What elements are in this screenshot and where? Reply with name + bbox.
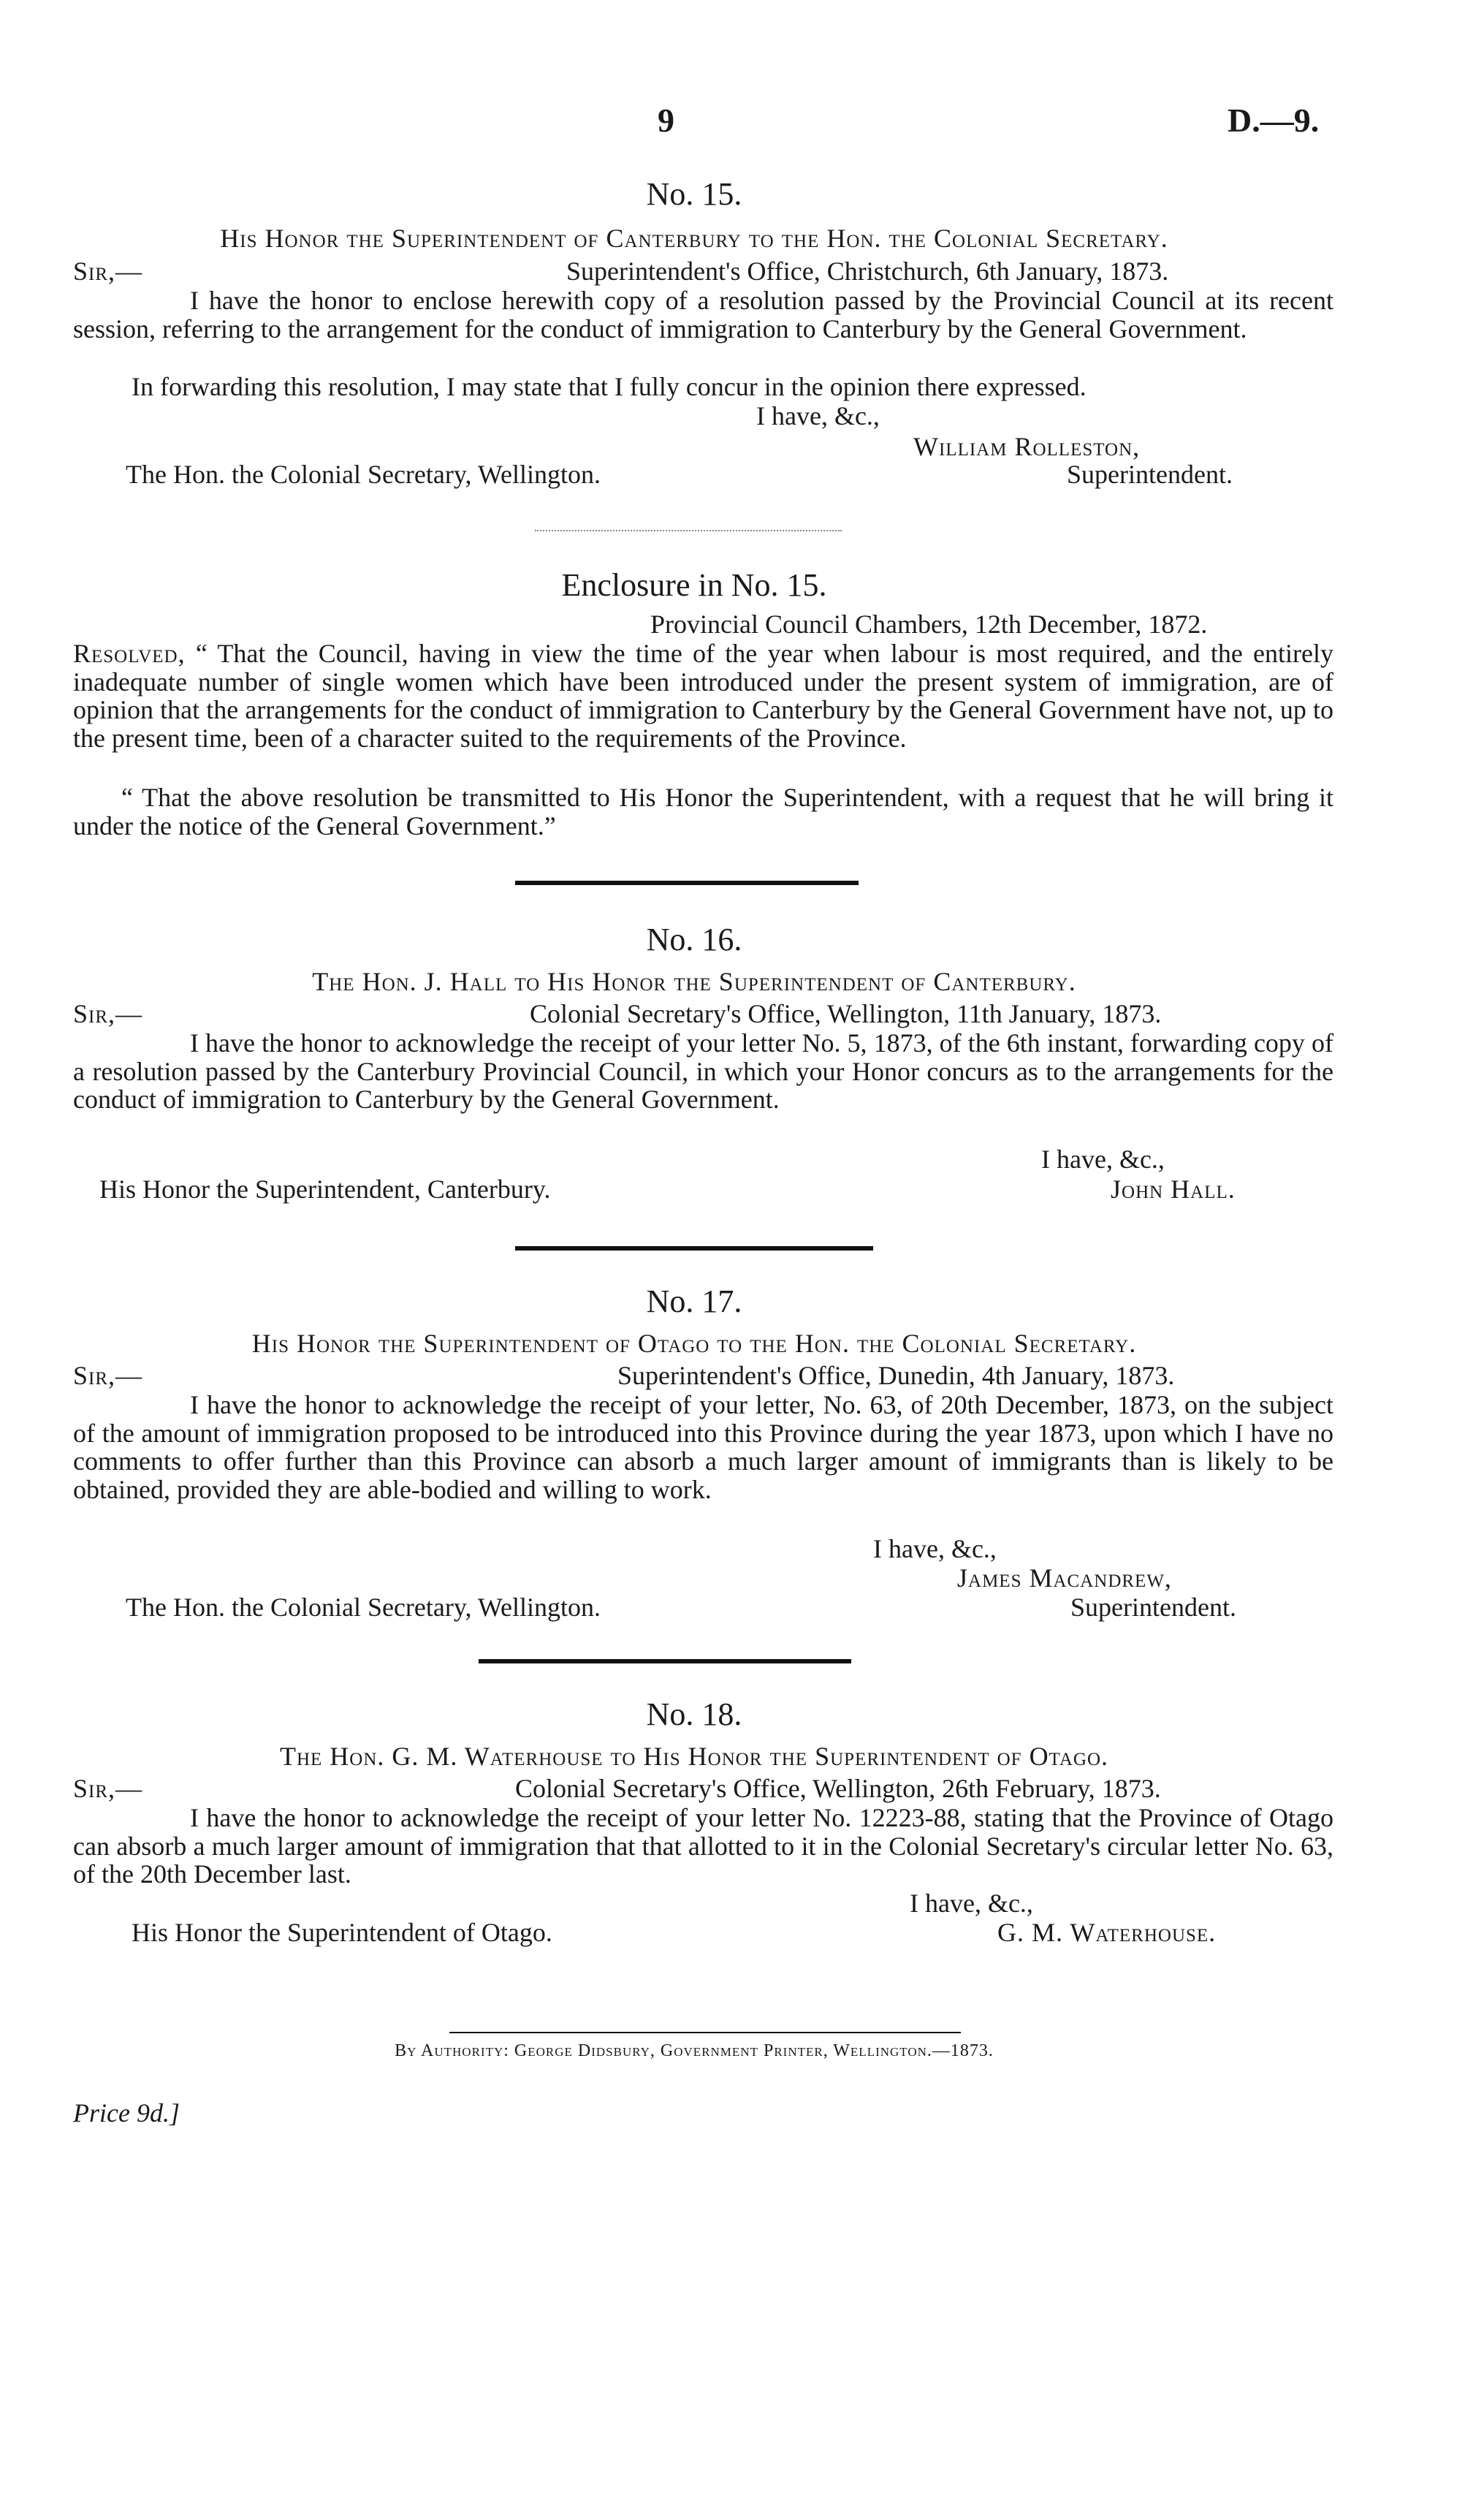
section-18-dateline: Colonial Secretary's Office, Wellington, 26th February, 1873. xyxy=(515,1774,1161,1803)
section-15-dateline: Superintendent's Office, Christchurch, 6th January, 1873. xyxy=(566,257,1169,286)
enclosure-15-heading: Enclosure in No. 15. xyxy=(561,567,827,603)
section-16-heading: No. 16. xyxy=(646,922,742,957)
resolved-label: Resolved, xyxy=(73,639,186,668)
section-16-signatory: John Hall. xyxy=(1111,1175,1236,1204)
section-18-signatory: G. M. Waterhouse. xyxy=(997,1918,1217,1947)
footer-rule xyxy=(449,2032,961,2033)
section-16-addressee: His Honor the Superintendent, Canterbury. xyxy=(99,1175,551,1204)
section-17-addressee: The Hon. the Colonial Secretary, Wellington. xyxy=(126,1593,601,1622)
section-15-paragraph-1: I have the honor to enclose herewith copy of a resolution passed by the Provincial Council at its recent session, referring to the arrangement for the conduct of immigration to Canterbury by the General Government. xyxy=(73,286,1333,344)
enclosure-15-paragraph-2: “ That the above resolution be transmitted to His Honor the Superintendent, with a request that he will bring it under the notice of the General Government.” xyxy=(73,783,1333,841)
section-17-signatory-title: Superintendent. xyxy=(1070,1593,1236,1622)
page-number: 9 xyxy=(658,102,674,139)
section-16-closing: I have, &c., xyxy=(1041,1145,1165,1174)
section-18-salutation: Sir,— xyxy=(73,1774,143,1803)
section-15-addressee: The Hon. the Colonial Secretary, Wellington. xyxy=(126,460,601,489)
section-18-heading: No. 18. xyxy=(646,1696,742,1732)
section-17-parties: His Honor the Superintendent of Otago to the Hon. the Colonial Secretary. xyxy=(251,1329,1137,1358)
document-reference: D.—9. xyxy=(1228,102,1320,139)
separator-rule xyxy=(515,1246,873,1251)
section-15-parties: His Honor the Superintendent of Canterbury to the Hon. the Colonial Secretary. xyxy=(220,224,1168,253)
enclosure-15-paragraph-1 xyxy=(73,640,1333,752)
section-18-closing: I have, &c., xyxy=(910,1889,1033,1918)
section-15-closing: I have, &c., xyxy=(756,401,880,430)
section-17-closing: I have, &c., xyxy=(873,1534,997,1563)
section-15-paragraph-2: In forwarding this resolution, I may state that I fully concur in the opinion there expressed. xyxy=(132,372,1087,401)
separator-rule xyxy=(479,1659,851,1663)
section-16-salutation: Sir,— xyxy=(73,999,143,1028)
section-17-signatory: James Macandrew, xyxy=(957,1563,1172,1593)
section-15-salutation: Sir,— xyxy=(73,257,143,286)
footer-imprint: By Authority: George Didsbury, Government Printer, Wellington.—1873. xyxy=(395,2041,994,2060)
section-18-addressee: His Honor the Superintendent of Otago. xyxy=(132,1918,552,1947)
section-17-heading: No. 17. xyxy=(646,1283,742,1319)
footer-price: Price 9d.] xyxy=(73,2098,180,2128)
section-15-heading: No. 15. xyxy=(646,176,742,212)
section-18-parties: The Hon. G. M. Waterhouse to His Honor the Superintendent of Otago. xyxy=(279,1742,1109,1771)
section-15-signatory: William Rolleston, xyxy=(913,432,1141,461)
section-17-salutation: Sir,— xyxy=(73,1361,143,1390)
section-17-paragraph-1: I have the honor to acknowledge the receipt of your letter, No. 63, of 20th December, 1873, on the subject of the amount of immigration proposed to be introduced into this Province during the year 1873, upon which I have no comments to offer further than this Province can absorb a much larger amount of immigrants than is likely to be obtained, provided they are able-bodied and willing to work. xyxy=(73,1390,1333,1504)
section-18-paragraph-1: I have the honor to acknowledge the receipt of your letter No. 12223-88, stating that the Province of Otago can absorb a much larger amount of immigration that that allotted to it in the Colonial Secretary's circular letter No. 63, of the 20th December last. xyxy=(73,1803,1333,1889)
enclosure-15-resolution-text: “ That the Council, having in view the time of the year when labour is most required, and the entirely inadequate number of single women which have been introduced under the present system of immigration, are of opinion that the arrangements for the conduct of immigration to Canterbury by the General Government have not, up to the present time, been of a character suited to the requirements of the Province. xyxy=(73,639,1334,753)
separator-dotted xyxy=(535,530,842,531)
section-15-signatory-title: Superintendent. xyxy=(1067,460,1233,489)
enclosure-15-dateline: Provincial Council Chambers, 12th December, 1872. xyxy=(650,610,1208,639)
section-17-dateline: Superintendent's Office, Dunedin, 4th January, 1873. xyxy=(617,1361,1175,1390)
section-16-dateline: Colonial Secretary's Office, Wellington, 11th January, 1873. xyxy=(530,999,1162,1028)
section-16-parties: The Hon. J. Hall to His Honor the Superintendent of Canterbury. xyxy=(312,967,1076,996)
section-16-paragraph-1: I have the honor to acknowledge the receipt of your letter No. 5, 1873, of the 6th instant, forwarding copy of a resolution passed by the Canterbury Provincial Council, in which your Honor concurs as to the arrangements for the conduct of immigration to Canterbury by the General Government. xyxy=(73,1028,1333,1114)
separator-rule xyxy=(515,881,859,885)
